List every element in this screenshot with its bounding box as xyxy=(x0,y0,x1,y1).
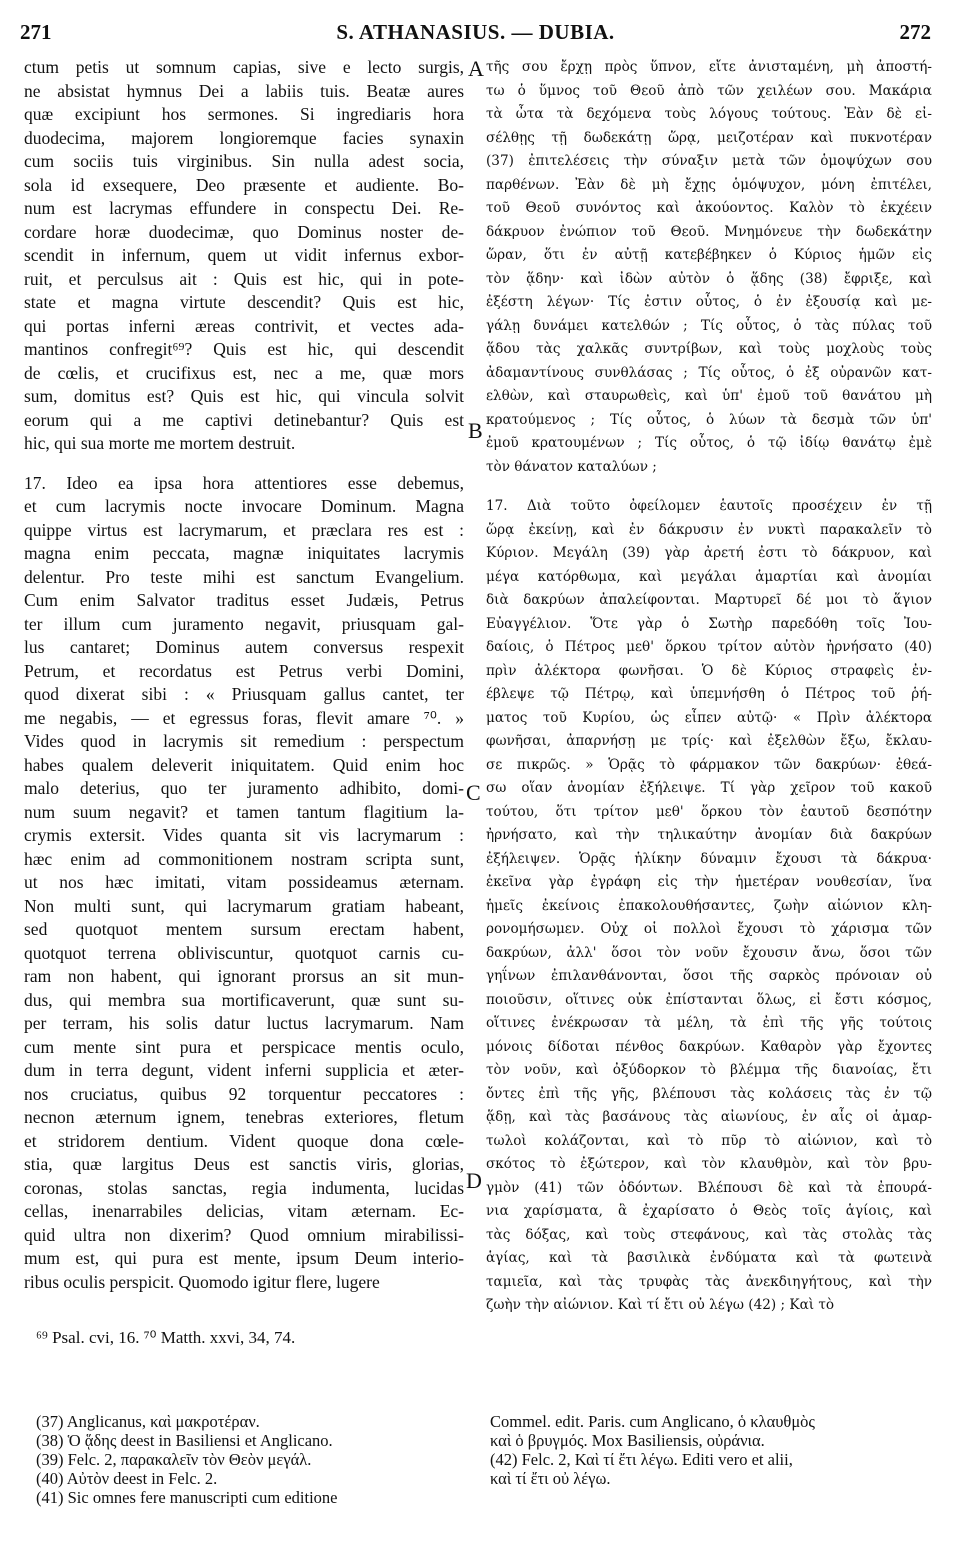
text-line: Vides quod in lacrymis sit remedium : perspectum xyxy=(24,731,464,751)
text-line: et stridorem dentium. Vident quoque dona cœle- xyxy=(24,1130,464,1151)
text-line: γηΐνων ἐπιλανθάνονται, ὅσοι τῆς σαρκὸς πρόνοιαν οὐ xyxy=(486,968,932,984)
text-line: ἐξήλειψεν. Ὁρᾷς ἡλίκην δύναμιν ἔχουσι τὰ δάκρυα· xyxy=(486,850,932,867)
footnote-line: καὶ ὁ βρυγμός. Mox Basiliensis, οὐράνια. xyxy=(490,1431,765,1450)
page-number-right: 272 xyxy=(899,20,931,44)
text-line: mum est, qui pura est mente, ipsum Deum interio- xyxy=(24,1248,464,1268)
text-line: τω ὁ ὕμνος τοῦ Θεοῦ ἀπὸ τῶν χειλέων σου. Μακάρια xyxy=(486,82,932,99)
text-line: nos cruciatus, quibus 92 torquentur peccatores : xyxy=(24,1083,464,1104)
text-line: malo deterius, quo ter juramento adhibito, domi- xyxy=(24,778,464,798)
text-line: πρὶν ἀλέκτορα φωνῆσαι. Ὁ δὲ Κύριος στραφεὶς ἐν- xyxy=(486,662,932,679)
text-line: ram non habent, qui ignorant prorsus an sit mun- xyxy=(24,966,464,986)
text-line: έβλεψε τῷ Πέτρῳ, καὶ ὑπεμνήσθη ὁ Πέτρος τοῦ ῥή- xyxy=(486,686,932,702)
text-line: state et magna virtute descendit? Quis est hic, xyxy=(24,292,464,312)
text-line: crymis extersit. Vides quanta sit vis lacrymarum : xyxy=(24,825,464,845)
text-line: quotquot terrena obliviscuntur, quotquot carnis cu- xyxy=(24,942,464,963)
text-line: cum sociis tuis virginibus. Sin nulla adest socia, xyxy=(24,151,464,171)
text-line: Εὐαγγέλιον. Ὅτε γὰρ ὁ Σωτὴρ παρεδόθη τοῖς Ἰου- xyxy=(486,615,932,632)
greek-paragraph-1 xyxy=(486,56,932,479)
footnote-line: (42) Felc. 2, Καὶ τί ἔτι λέγω. Editi vero et alii, xyxy=(490,1450,793,1469)
text-line: quippe virtus est lacrymarum, et præclara res est : xyxy=(24,519,464,540)
text-line: παρθένων. Ἐὰν δὲ μὴ ἔχῃς ὁμόψυχον, μόνη ἐπιτέλει, xyxy=(486,176,932,193)
text-line: Petrum, et recordatus est Petrus verbi Domini, xyxy=(24,660,464,681)
footnote-line: (37) Anglicanus, καὶ μακροτέραν. xyxy=(36,1412,260,1431)
text-line: Κύριον. Μεγάλη (39) γὰρ ἀρετή ἐστι τὸ δάκρυον, καὶ xyxy=(486,545,932,561)
running-title: S. ATHANASIUS. — DUBIA. xyxy=(336,20,615,44)
latin-column xyxy=(24,56,464,1294)
text-line: μόνοις δίδοται πένθος δακρύων. Καθαρὸν γὰρ ἔχοντες xyxy=(486,1038,932,1055)
text-line: σέλθῃς τῇ δωδεκάτῃ ὥρᾳ, μειζοτέραν καὶ πυκνοτέραν xyxy=(486,129,932,146)
text-line: τὰς δόξας, καὶ τοὺς στεφάνους, καὶ τὰς στολὰς τὰς xyxy=(486,1226,932,1243)
text-line: hæc enim ad commonitionem nostram scripta sunt, xyxy=(24,848,464,869)
text-line: γμὸν (41) τῶν ὀδόντων. Βλέπουσι δὲ καὶ τὰ ἐπουρά- xyxy=(486,1179,932,1196)
text-line: quid ultra non dixerim? Quod omnium mirabilissi- xyxy=(24,1224,464,1245)
page-header xyxy=(20,18,931,48)
text-line: τοῦ Θεοῦ συνόντος καὶ ἀκούοντος. Καλὸν τὸ ἐκχέειν xyxy=(486,200,932,216)
text-line: cellas, inenarrabiles delicias, vitam æternam. Ec- xyxy=(24,1201,464,1221)
text-line: lus cantaret; Dominus autem conversus respexit xyxy=(24,637,464,657)
text-line: stia, quæ largitus Deus est sanctis viris, glorias, xyxy=(24,1154,464,1174)
text-line: qui portas inferni æreas contrivit, et vectes ada- xyxy=(24,315,464,336)
footnote-line: (38) Ὁ ᾅδης deest in Basiliensi et Anglicano. xyxy=(36,1431,333,1450)
text-line: διὰ δακρύων ἀπαλείφονται. Μαρτυρεῖ δέ μοι τὸ ἅγιον xyxy=(486,592,932,608)
text-line: ἡμεῖς ἐκείνοις ἐπακολουθήσαντες, ζωὴν αἰώνιον κλη- xyxy=(486,897,932,914)
text-line: per terram, his solis datur luctus lacrymarum. Nam xyxy=(24,1013,464,1033)
margin-marker-d: D xyxy=(466,1168,482,1193)
text-line: quæ excipiunt hos sermones. Si ingrediaris hora xyxy=(24,104,464,124)
text-line: dum in terra degunt, vident inferni supplicia et æter- xyxy=(24,1060,464,1080)
text-line: ᾅδῃ, καὶ τὰς βασάνους τὰς αἰωνίους, ἐν αἷς οἱ ἁμαρ- xyxy=(486,1109,932,1125)
margin-marker-b: B xyxy=(468,418,483,443)
text-line: τὸν θάνατον καταλύων ; xyxy=(486,458,657,475)
text-line: ταμιεῖα, καὶ τὰς τρυφὰς τὰς ἀνεκδιηγήτους, καὶ τὴν xyxy=(486,1273,932,1290)
text-line: me negabis, — et egressus foras, flevit amare ⁷⁰. » xyxy=(24,707,464,728)
text-line: necnon æternum ignem, tenebras exteriores, fletum xyxy=(24,1107,464,1127)
text-line: μέγα κατόρθωμα, καὶ μεγάλαι ἁμαρτίαι καὶ ἀνομίαι xyxy=(486,568,932,585)
text-line: ruit, et perculsus ait : Quis est hic, qui in pote- xyxy=(24,268,464,289)
text-line: τὸν νοῦν, καὶ ὀξύδορκον τὸ βλέμμα τῆς διανοίας, ἔτι xyxy=(486,1062,932,1078)
text-line: habes qualem deleverit iniquitatem. Quid enim hoc xyxy=(24,754,464,775)
text-line: duodecima, majorem longioremque facies synaxin xyxy=(24,127,464,148)
text-line: ἐξέστη λέγων· Τίς ἐστιν οὗτος, ὁ ἐν ἐξουσίᾳ καὶ με- xyxy=(486,294,932,310)
text-line: τῆς σου ἔρχῃ πρὸς ὕπνον, εἴτε ἀνισταμένη, μὴ ἀποστή- xyxy=(486,59,932,75)
text-line: οἵτινες ἐνέκρωσαν τὰ μέλη, τὰ ἐπὶ τῆς γῆς τούτοις xyxy=(486,1015,932,1031)
footnote-line: (41) Sic omnes fere manuscripti cum editione xyxy=(36,1488,338,1507)
text-line: ποιοῦσιν, οἵτινες οὐκ ἐπίστανται ὅλως, εἰ ἔστι κόσμος, xyxy=(486,991,932,1008)
text-line: ἐκεῖνα γὰρ ἐγράφη εἰς τὴν ἡμετέραν νουθεσίαν, ἵνα xyxy=(486,874,932,890)
text-line: de cœlis, et crucifixus est, nec a me, quæ mors xyxy=(24,362,464,383)
text-line: magna enim peccata, magnæ iniquitates lacrymis xyxy=(24,543,464,563)
greek-column xyxy=(486,56,932,1318)
footnote-line: καὶ τί ἔτι οὐ λέγω. xyxy=(490,1469,611,1488)
text-line: ὥραν, ὅτι ἐν αὐτῇ κατεβέβηκεν ὁ Κύριος ἡμῶν εἰς xyxy=(486,247,932,263)
text-line: σω οἵαν ἀνομίαν ἐξήλειψε. Τί γὰρ χεῖρον τοῦ κακοῦ xyxy=(486,780,932,796)
text-line: ctum petis ut somnum capias, sive e lecto surgis, xyxy=(24,57,464,77)
scripture-references: ⁶⁹ Psal. cvi, 16. ⁷⁰ Matth. xxvi, 34, 74. xyxy=(36,1328,296,1347)
text-line: γάλῃ δυνάμει κατελθών ; Τίς οὗτος, ὁ τὰς πύλας τοῦ xyxy=(486,317,932,334)
text-line: hic, qui sua morte me mortem destruit. xyxy=(24,433,296,453)
text-line: sum, domitus est? Quis est hic, qui vincula solvit xyxy=(24,386,464,406)
text-line: ut nos hæc imitati, vitam possideamus æternam. xyxy=(24,872,464,892)
text-line: delentur. Pro teste mihi est sanctum Evangelium. xyxy=(24,566,464,587)
text-line: ᾅδου τὰς χαλκᾶς συντρίβων, καὶ τοὺς μοχλοὺς τοὺς xyxy=(486,341,932,357)
text-line: τούτου, ὅτι τρίτον μεθ' ὅρκου τὸν ἑαυτοῦ δεσπότην xyxy=(486,803,932,820)
text-line: et cum lacrymis nocte invocare Dominum. Magna xyxy=(24,496,464,516)
text-line: coronas, stolas sanctas, regia indumenta, lucidas xyxy=(24,1177,464,1198)
text-line: ter illum cum juramento negavit, priusquam gal- xyxy=(24,613,464,634)
latin-paragraph-1 xyxy=(24,56,464,456)
footnote-line: (40) Αὐτὸν deest in Felc. 2. xyxy=(36,1469,218,1488)
text-line: ἠρνήσατο, καὶ τὴν τηλικαύτην ἀνομίαν διὰ δακρύων xyxy=(486,827,932,843)
latin-paragraph-2 xyxy=(24,472,464,1295)
text-line: ρονομήσωμεν. Οὐχ οἱ πολλοὶ ἔχουσι τὸ χάρισμα τῶν xyxy=(486,921,932,937)
text-line: 17. Ideo ea ipsa hora attentiores esse debemus, xyxy=(24,472,464,493)
text-line: δαίοις, ὁ Πέτρος μεθ' ὅρκου τρίτον αὐτὸν ἠρνήσατο (40) xyxy=(486,639,932,655)
text-line: dus, qui membra sua mortificaverunt, quæ sunt su- xyxy=(24,989,464,1010)
margin-marker-a: A xyxy=(468,56,484,81)
text-line: τὸν ᾅδην· καὶ ἰδὼν αὐτὸν ὁ ᾅδης (38) ἔφριξε, καὶ xyxy=(486,270,932,287)
text-line: ματος τοῦ Κυρίου, ὡς εἶπεν αὐτῷ· « Πρὶν ἀλέκτορα xyxy=(486,709,932,726)
text-line: τὰ ὦτα τὰ δεχόμενα τοὺς λόγους τούτους. Ἐὰν δὲ εἰ- xyxy=(486,106,932,122)
text-line: ne absistat hymnus Dei a labiis tuis. Beatæ aures xyxy=(24,80,464,101)
text-line: ὄντες ἐπὶ τῆς γῆς, βλέπουσι τὰς κολάσεις τὰς ἐν τῷ xyxy=(486,1085,932,1102)
text-line: num suum negavit? et tamen tantum flagitium la- xyxy=(24,801,464,822)
text-line: (37) ἐπιτελέσεις τὴν σύναξιν μετὰ τῶν ὁμοψύχων σου xyxy=(486,153,932,169)
text-line: quod dixerat sibi : « Priusquam gallus cantet, ter xyxy=(24,684,464,704)
text-line: τωλοὶ κολάζονται, καὶ τὸ πῦρ τὸ αἰώνιον, καὶ τὸ xyxy=(486,1132,932,1149)
text-line: δάκρυον ἐνώπιον τοῦ Θεοῦ. Μνημόνευε τὴν δωδεκάτην xyxy=(486,223,932,240)
footnote-line: (39) Felc. 2, παρακαλεῖν τὸν Θεὸν μεγάλ. xyxy=(36,1450,312,1469)
text-line: ζωὴν τὴν αἰώνιον. Καὶ τί ἔτι οὐ λέγω (42) ; Καὶ τὸ xyxy=(486,1297,835,1313)
text-line: δακρύων, ἀλλ' ὅσοι τὸν νοῦν ἔχουσιν ἄνω, ὅσοι τῶν xyxy=(486,944,932,961)
text-line: sola id exsequere, Deo præsente et audiente. Bo- xyxy=(24,174,464,195)
text-line: σκότος τὸ ἐξώτερον, καὶ τὸν κλαυθμὸν, καὶ τὸν βρυ- xyxy=(486,1156,932,1172)
text-line: cordare horæ duodecimæ, quo Dominus noster de- xyxy=(24,221,464,242)
text-line: eorum qui a me captivi detinebantur? Quis est xyxy=(24,409,464,430)
text-line: κρατούμενος ; Τίς οὗτος, ὁ λύων τὰ δεσμὰ τῶν ὑπ' xyxy=(486,411,932,428)
text-line: ὥρᾳ ἐκείνῃ, καὶ ἐν δάκρυσιν ἐν νυκτὶ παρακαλεῖν τὸ xyxy=(486,521,932,538)
critical-notes-right xyxy=(490,1412,930,1488)
text-line: sed quotquot mentem sursum erectam habent, xyxy=(24,919,464,939)
text-line: mantinos confregit⁶⁹? Quis est hic, qui descendit xyxy=(24,339,464,359)
text-line: cum mente sint pura et perspicace mentis oculo, xyxy=(24,1036,464,1057)
text-line: 17. Διὰ τοῦτο ὀφείλομεν ἑαυτοῖς προσέχειν ἐν τῇ xyxy=(486,498,932,514)
text-line: σε πικρῶς. » Ὁρᾷς τὸ φάρμακον τῶν δακρύων· ἐθεά- xyxy=(486,756,932,773)
text-line: ἐμοῦ κρατουμένων ; Τίς οὗτος, ὁ τῷ ἰδίῳ θανάτῳ ἐμὲ xyxy=(486,435,932,451)
text-line: ἀδαμαντίνους συνθλάσας ; Τίς οὗτος, ὁ ἐξ οὐρανῶν κατ- xyxy=(486,364,932,381)
text-line: φωνῆσαι, ἀπαρνήσῃ με τρίς· καὶ ἐξελθὼν ἔξω, ἔκλαυ- xyxy=(486,733,932,749)
critical-notes-left xyxy=(36,1412,476,1507)
text-line: ribus oculis perspicit. Quomodo igitur flere, lugere xyxy=(24,1271,380,1292)
text-line: Cum enim Salvator traditus esset Judæis, Petrus xyxy=(24,590,464,610)
page-number-left: 271 xyxy=(20,20,52,44)
text-line: νια χαρίσματα, ἃ ἐχαρίσατο ὁ Θεὸς τοῖς ἁγίοις, καὶ xyxy=(486,1203,932,1219)
footnote-line: Commel. edit. Paris. cum Anglicano, ὁ κλαυθμὸς xyxy=(490,1412,815,1431)
greek-paragraph-2 xyxy=(486,495,932,1318)
text-line: num est lacrymas effundere in conspectu Dei. Re- xyxy=(24,198,464,218)
text-line: scendit in infernum, quem ut vidit infernus exbor- xyxy=(24,245,464,265)
text-line: ἁγίας, καὶ τὰ βασιλικὰ ἐνδύματα καὶ τὰ φωτεινὰ xyxy=(486,1250,932,1266)
margin-marker-c: C xyxy=(466,780,481,805)
text-line: ελθὼν, καὶ σταυρωθεὶς, καὶ ὑπ' ἐμοῦ τοῦ θανάτου μὴ xyxy=(486,388,932,404)
text-line: Non multi sunt, qui lacrymarum gratiam habeant, xyxy=(24,895,464,916)
